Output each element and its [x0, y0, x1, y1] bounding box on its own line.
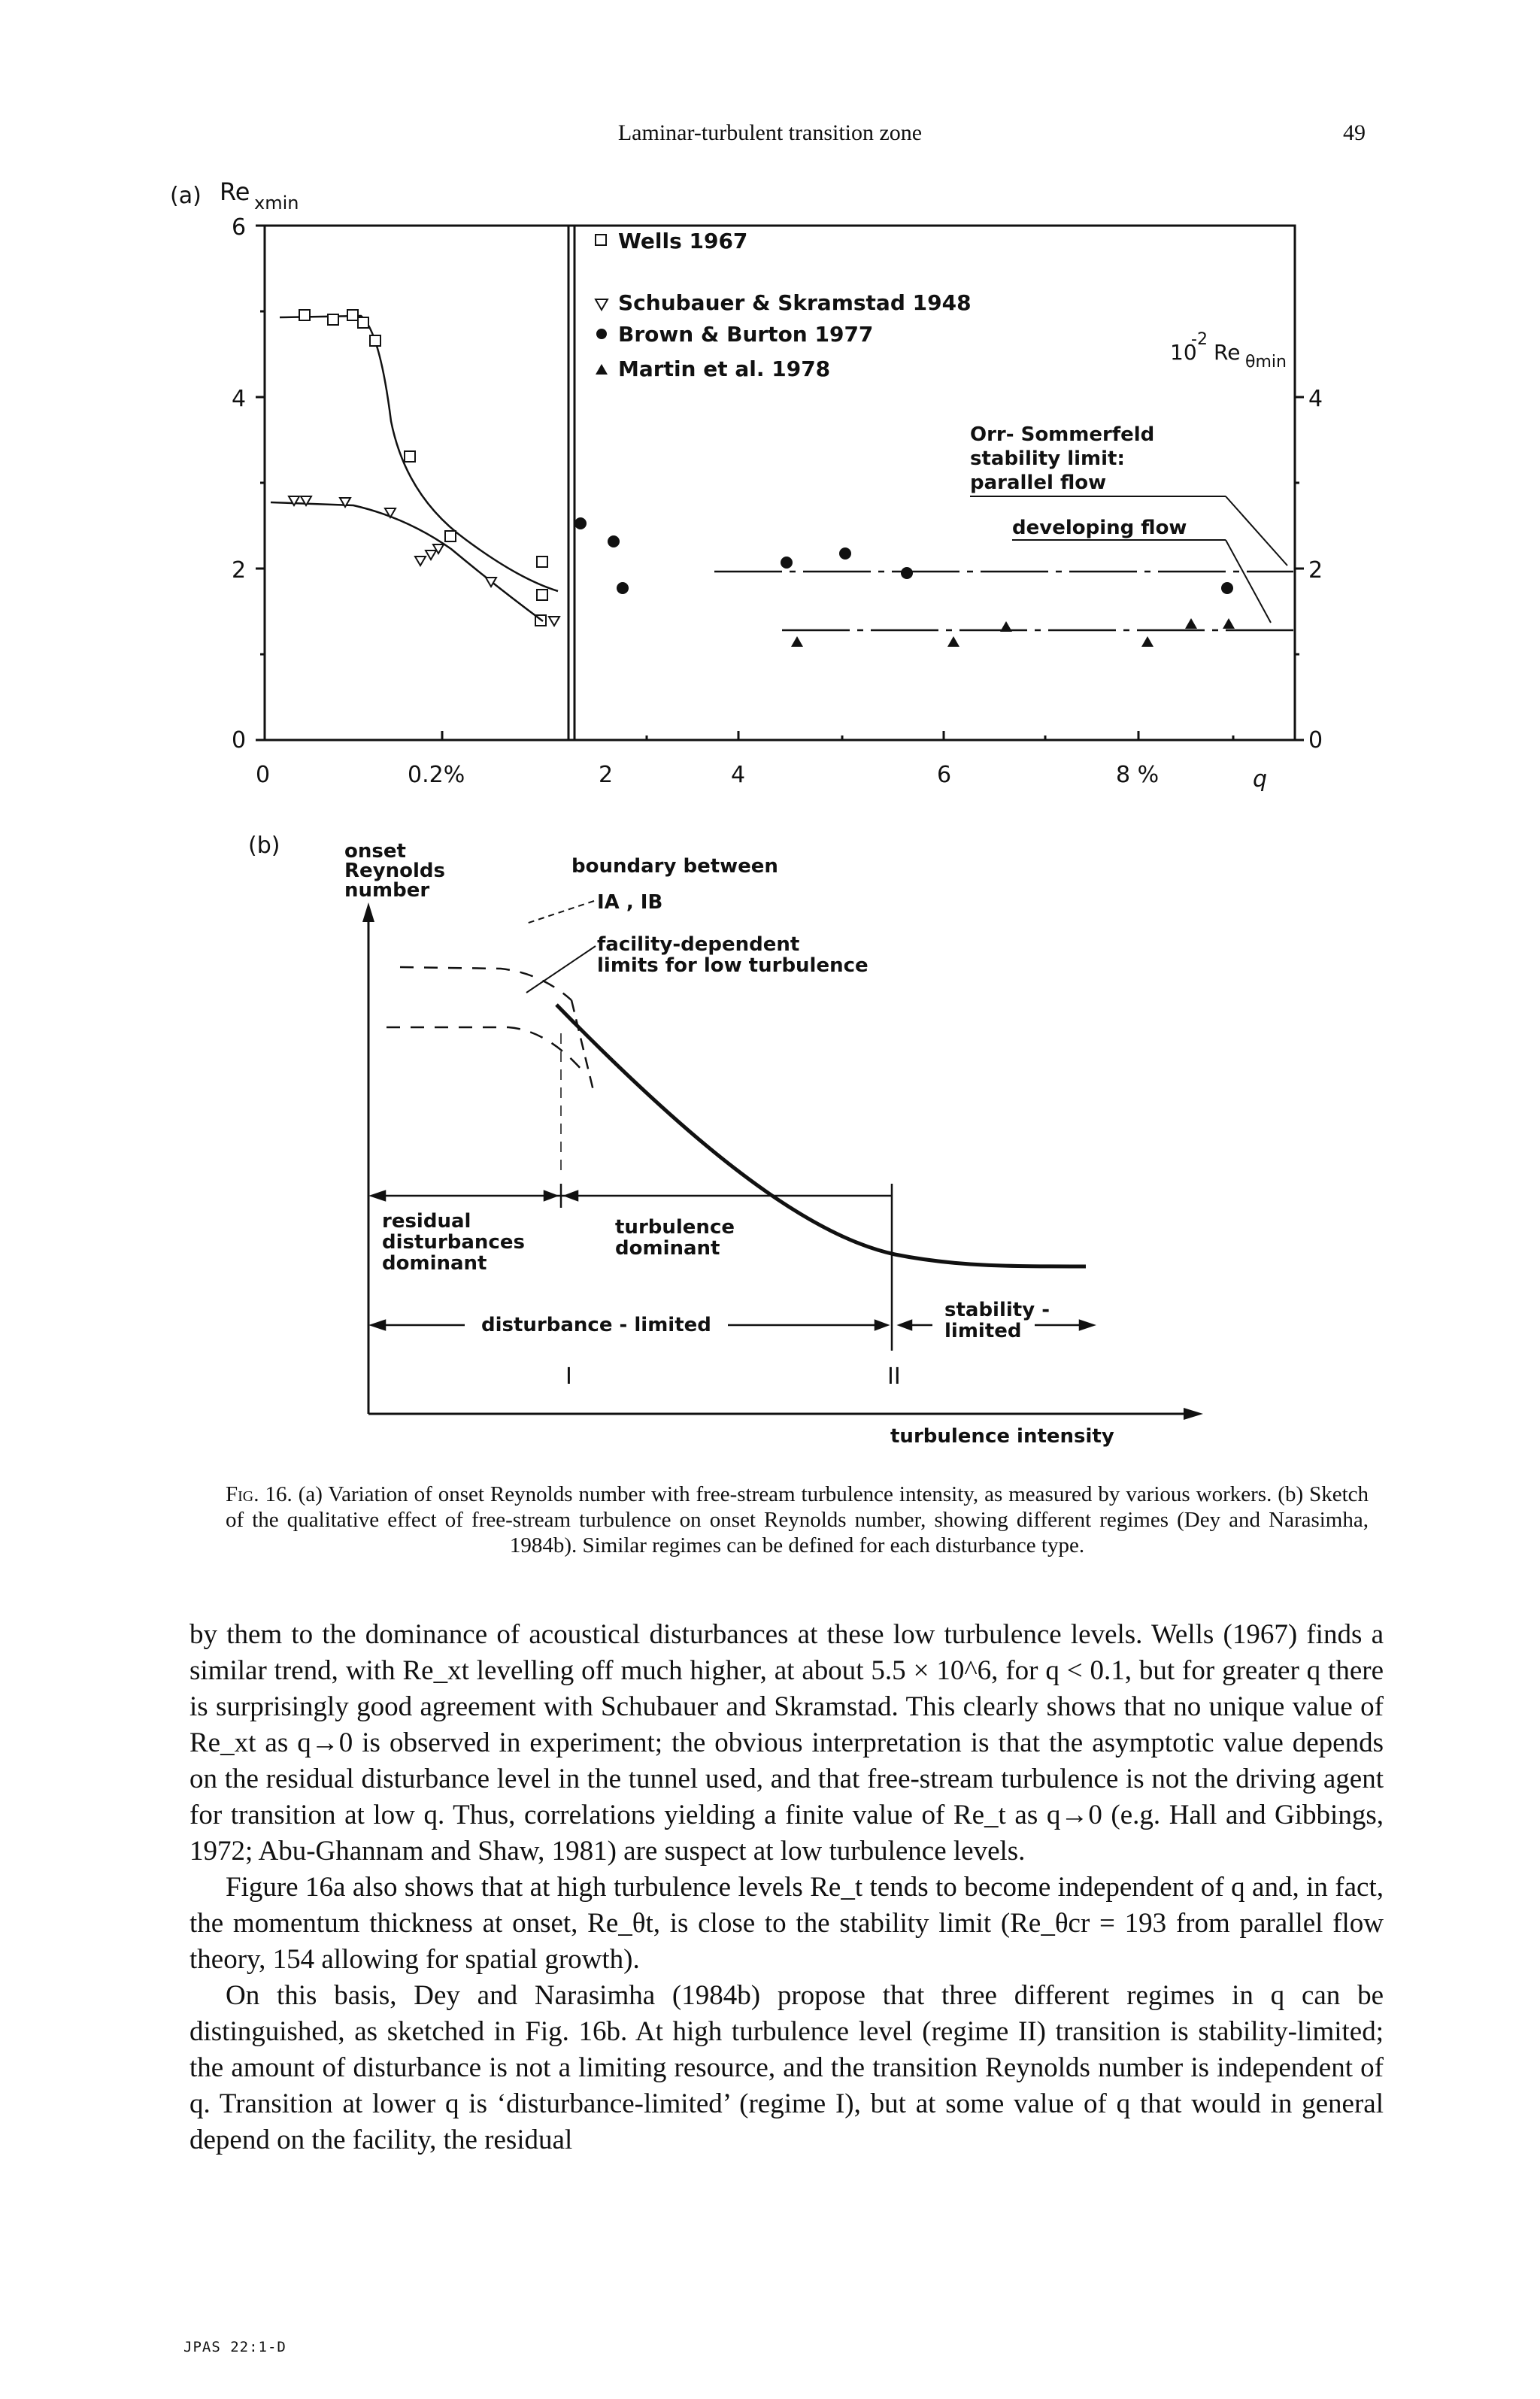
figure-b-panel-label: (b) — [248, 833, 280, 859]
x-axis-arrow — [1184, 1408, 1203, 1420]
facility-label-line2: limits for low turbulence — [597, 954, 869, 977]
annotation-developing: developing flow — [1012, 517, 1187, 539]
disturbance-limited-label: disturbance - limited — [481, 1314, 711, 1336]
facility-leader — [526, 946, 596, 993]
annotation-os-leader — [1226, 496, 1287, 566]
annotation-os-line1: Orr- Sommerfeld — [970, 423, 1155, 446]
residual-line3: dominant — [382, 1252, 487, 1275]
paragraph: On this basis, Dey and Narasimha (1984b) propose that three different regimes in q can be distinguished, as sketched in Fig. 16b. At high turbulence level (regime II) transition is stability-limited; the amount of disturbance is not a limiting resource, and the transition Reynolds number is independent of q. Transition at lower q is ‘disturbance-limited’ (regime I), but at some value of q that would in general depend on the facility, the residual — [189, 1980, 1384, 2155]
legend — [596, 229, 972, 381]
x-tick-label: 6 — [937, 762, 952, 788]
legend-circle-marker — [596, 329, 607, 339]
boundary-label-line2: IA , IB — [597, 891, 663, 914]
figure-a — [170, 177, 1323, 793]
wells-markers — [299, 310, 547, 626]
y-tick-label-right: 2 — [1308, 557, 1323, 584]
y-label-line3: number — [344, 879, 430, 902]
y-axis-right-prefix: 10 — [1170, 340, 1197, 365]
residual-line2: disturbances — [382, 1231, 525, 1254]
regime-two-label: II — [887, 1363, 901, 1390]
y-tick-label-right: 4 — [1308, 386, 1323, 412]
facility-label-line1: facility-dependent — [597, 933, 800, 956]
x-tick-label: 4 — [731, 762, 746, 788]
y-tick-label: 2 — [232, 557, 247, 584]
footer-code: JPAS 22:1-D — [183, 2339, 286, 2355]
annotation-os-line2: stability limit: — [970, 447, 1125, 470]
turbulence-line2: dominant — [615, 1237, 720, 1260]
body-text — [189, 1617, 1384, 2158]
y-label-line1: onset — [344, 840, 406, 863]
stability-line2: limited — [944, 1320, 1022, 1342]
y-tick-label: 4 — [232, 386, 247, 412]
x-label-b: turbulence intensity — [890, 1425, 1114, 1448]
annotation-developing-leader — [1226, 540, 1271, 623]
y-axis-arrow — [362, 902, 374, 922]
turbulence-line1: turbulence — [615, 1216, 735, 1239]
legend-label: Wells 1967 — [618, 229, 748, 253]
y-axis-right-label: Re — [1214, 340, 1241, 365]
legend-square-marker — [596, 235, 606, 245]
y-axis-left-label: Re — [220, 177, 250, 206]
y-axis-right-exponent: -2 — [1191, 330, 1208, 349]
figure-a-panel-label: (a) — [170, 183, 202, 209]
y-label-line2: Reynolds — [344, 860, 445, 882]
schubauer-markers — [289, 496, 559, 626]
y-axis-right-subscript: θmin — [1245, 353, 1287, 372]
y-tick-label: 6 — [232, 214, 247, 241]
facility-limit-lower — [387, 1027, 587, 1075]
legend-label: Brown & Burton 1977 — [618, 322, 874, 347]
annotation-os-line3: parallel flow — [970, 472, 1107, 494]
x-ticks — [442, 731, 1233, 740]
facility-limit-upper — [400, 967, 571, 1000]
legend-label: Schubauer & Skramstad 1948 — [618, 290, 972, 315]
x-axis-label: q — [1253, 766, 1268, 793]
figure-caption — [226, 1482, 1369, 1558]
paragraph: by them to the dominance of acoustical disturbances at these low turbulence levels. Wells (1967) finds a similar trend, with Re_xt levelling off much higher, at about 5.5 × 10^6, for q < 0.1, but for greater q there is surprisingly good agreement with Schubauer and Skramstad. This clearly shows that no unique value of Re_xt as q→0 is observed in experiment; the obvious interpretation is that the asymptotic value depends on the residual disturbance level in the tunnel used, and that free-stream turbulence is not the driving agent for transition at low q. Thus, correlations yielding a finite value of Re_t as q→0 (e.g. Hall and Gibbings, 1972; Abu-Ghannam and Shaw, 1981) are suspect at low turbulence levels. — [189, 1619, 1384, 1867]
figure-b — [248, 833, 1203, 1448]
caption-text: (a) Variation of onset Reynolds number with free-stream turbulence intensity, as measured by various workers. (b) Sketch of the qualitative effect of free-stream turbulence on onset Reynolds number, showing different regimes (Dey and Narasimha, 1984b). Similar regimes can be defined for each disturbance type. — [226, 1482, 1369, 1557]
y-tick-label: 0 — [232, 727, 247, 754]
x-tick-label: 0.2% — [408, 762, 465, 788]
y-tick-label-right: 0 — [1308, 727, 1323, 754]
x-tick-label: 8 % — [1116, 762, 1160, 788]
paragraph: Figure 16a also shows that at high turbulence levels Re_t tends to become independent of q and, in fact, the momentum thickness at onset, Re_θt, is close to the stability limit (Re_θcr = 193 from parallel flow theory, 154 allowing for spatial growth). — [189, 1872, 1384, 1975]
boundary-ia-ib — [571, 1000, 594, 1093]
residual-line1: residual — [382, 1210, 471, 1233]
stability-line1: stability - — [944, 1299, 1050, 1321]
wells-curve — [280, 316, 558, 591]
legend-triangle-up-marker — [596, 364, 608, 375]
legend-label: Martin et al. 1978 — [618, 356, 831, 381]
schubauer-curve — [271, 502, 543, 621]
x-tick-label: 2 — [599, 762, 614, 788]
legend-triangle-down-marker — [596, 299, 608, 310]
running-title: Laminar-turbulent transition zone — [617, 120, 923, 145]
x-tick-label: 0 — [256, 762, 271, 788]
regime-one-label: I — [565, 1363, 572, 1390]
martin-markers — [791, 618, 1235, 647]
page-number: 49 — [1343, 120, 1366, 145]
y-axis-left-subscript: xmin — [254, 193, 299, 214]
boundary-label-line1: boundary between — [571, 855, 778, 878]
caption-label: Fig. 16. — [226, 1482, 293, 1506]
